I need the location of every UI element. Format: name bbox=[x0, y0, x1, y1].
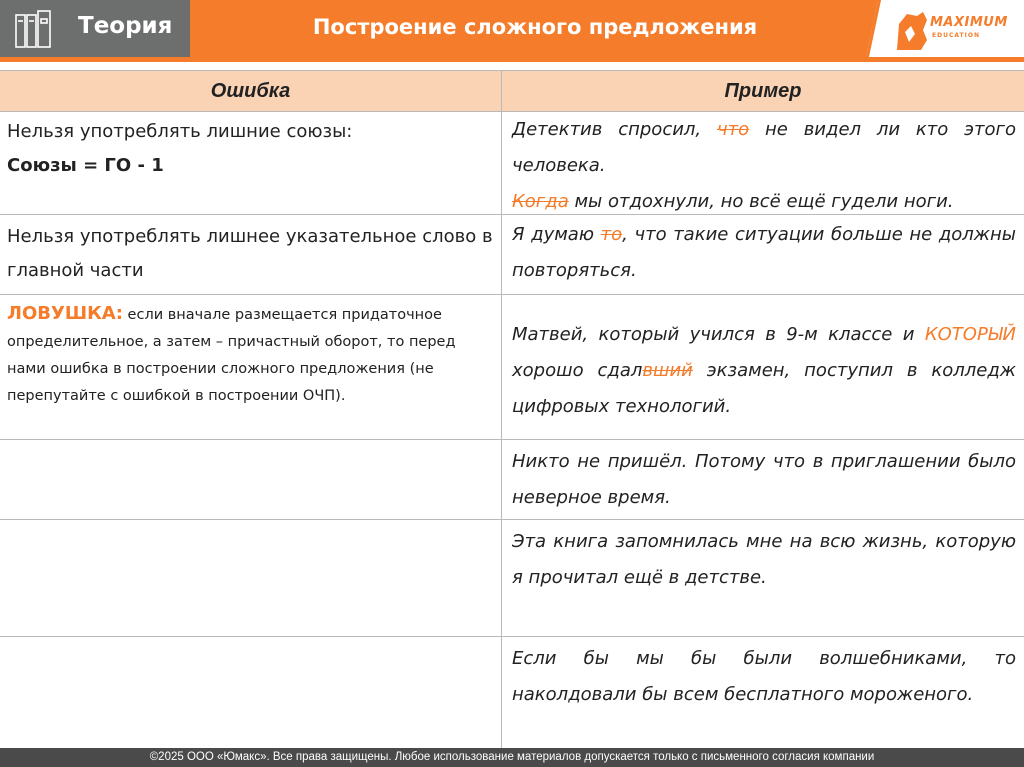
logo-text: MAXIMUM bbox=[930, 15, 1008, 30]
example-text: Эта книга запомнилась мне на всю жизнь, которую я прочитал ещё в детстве. bbox=[512, 531, 1016, 588]
page-title: Построение сложного предложения bbox=[312, 15, 758, 39]
example-cell bbox=[502, 110, 1024, 214]
example-text: Когда мы отдохнули, но всё ещё гудели ноги. bbox=[512, 191, 954, 212]
header-bar bbox=[0, 0, 1024, 57]
example-text: Детектив спросил, что не видел ли кто этого человека. bbox=[512, 119, 1017, 176]
table-row bbox=[0, 440, 1024, 520]
column-header-error: Ошибка bbox=[0, 71, 502, 111]
error-cell bbox=[0, 110, 502, 214]
table-row bbox=[0, 637, 1024, 748]
header-accent-strip bbox=[0, 57, 1024, 62]
error-cell bbox=[0, 440, 502, 519]
example-text: Я думаю то, что такие ситуации больше не должны повторяться. bbox=[512, 224, 1017, 281]
example-cell bbox=[502, 215, 1024, 294]
example-text: Если бы мы бы были волшебниками, то наколдовали бы всем бесплатного мороженого. bbox=[512, 648, 1016, 705]
error-text bbox=[0, 637, 501, 642]
trap-label: ЛОВУШКА: bbox=[7, 303, 123, 324]
error-text bbox=[0, 520, 501, 525]
example-cell bbox=[502, 440, 1024, 519]
trap-text: ЛОВУШКА: если вначале размещается придаточное определительное, а затем – причастный оборот, то перед нами ошибка в построении сложного предложения (не перепутайте с ошибкой в построении ОЧП). bbox=[7, 303, 456, 404]
table-row bbox=[0, 520, 1024, 637]
footer-copyright: ©2025 ООО «Юмакс». Все права защищены. Любое использование материалов допускается только с письменного согласия компании bbox=[0, 748, 1024, 767]
error-text bbox=[0, 440, 501, 445]
column-header-example: Пример bbox=[724, 80, 802, 102]
error-cell bbox=[0, 295, 502, 439]
error-text: Нельзя употреблять лишнее указательное слово в главной части bbox=[7, 226, 493, 281]
error-rule: Союзы = ГО - 1 bbox=[7, 155, 164, 176]
logo-subtext: EDUCATION bbox=[932, 32, 980, 39]
error-text: Нельзя употреблять лишние союзы: bbox=[7, 121, 353, 142]
table-header-row bbox=[0, 70, 1024, 112]
table-row bbox=[0, 295, 1024, 440]
error-cell bbox=[0, 637, 502, 748]
example-cell bbox=[502, 637, 1024, 748]
table-row bbox=[0, 215, 1024, 295]
example-text: Матвей, который учился в 9-м классе и КОТОРЫЙ хорошо сдалвший экзамен, поступил в колледж цифровых технологий. bbox=[512, 324, 1016, 417]
section-label: Теория bbox=[78, 13, 173, 39]
example-cell bbox=[502, 520, 1024, 636]
example-cell bbox=[502, 295, 1024, 439]
books-icon bbox=[14, 9, 66, 49]
example-text: Никто не пришёл. Потому что в приглашении было неверное время. bbox=[512, 451, 1016, 508]
table-row bbox=[0, 110, 1024, 215]
error-cell bbox=[0, 215, 502, 294]
error-cell bbox=[0, 520, 502, 636]
